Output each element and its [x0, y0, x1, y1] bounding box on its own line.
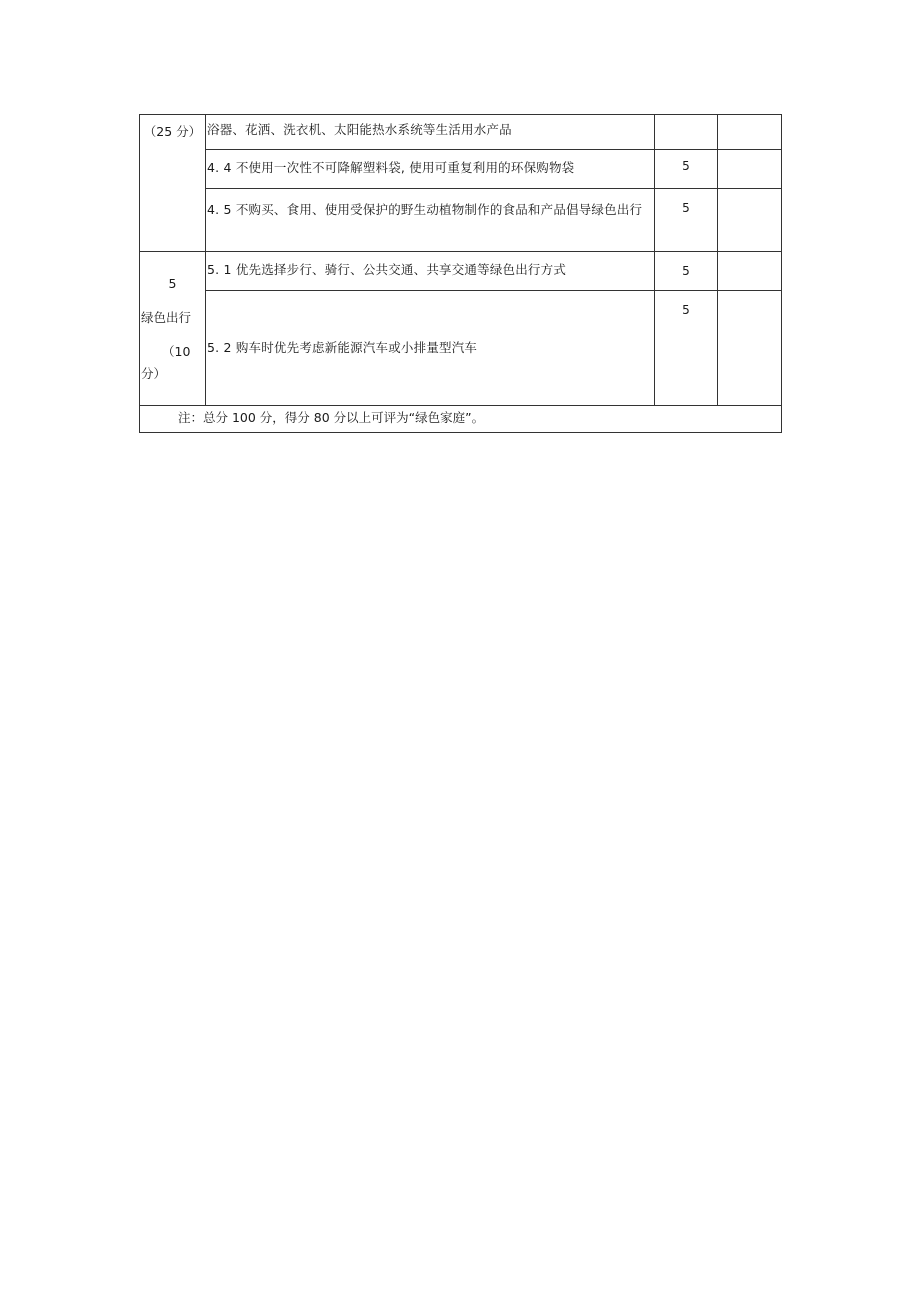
score-value: 5 — [682, 303, 690, 317]
item-cell — [206, 189, 655, 252]
item-cell — [206, 252, 655, 291]
category-cell-5 — [140, 252, 206, 406]
table-row — [140, 189, 782, 252]
actual-score-cell — [718, 291, 782, 406]
category-name: 绿色出行 — [141, 310, 192, 325]
score-table — [139, 114, 782, 433]
score-cell — [655, 252, 718, 291]
actual-score-value — [718, 189, 781, 198]
score-cell — [655, 291, 718, 406]
table-row — [140, 115, 782, 150]
category-points: （25 分） — [143, 124, 202, 139]
actual-score-value — [718, 252, 781, 261]
category-number: 5 — [168, 276, 177, 291]
item-text: 浴器、花洒、洗衣机、太阳能热水系统等生活用水产品 — [207, 122, 512, 137]
actual-score-cell — [718, 150, 782, 189]
item-cell — [206, 150, 655, 189]
table-row — [140, 150, 782, 189]
actual-score-cell — [718, 252, 782, 291]
score-value: 5 — [682, 159, 690, 173]
score-value: 5 — [682, 264, 690, 278]
table-note: 注：总分 100 分，得分 80 分以上可评为“绿色家庭”。 — [178, 410, 485, 425]
table-row — [140, 252, 782, 291]
actual-score-value — [718, 150, 781, 159]
actual-score-value — [718, 115, 781, 124]
category-points: （10 — [162, 344, 191, 359]
category-cell-4 — [140, 115, 206, 252]
item-text: 4. 4 不使用一次性不可降解塑料袋, 使用可重复利用的环保购物袋 — [207, 160, 575, 175]
item-text: 5. 1 优先选择步行、骑行、公共交通、共享交通等绿色出行方式 — [207, 262, 567, 277]
actual-score-cell — [718, 189, 782, 252]
score-value: 5 — [682, 201, 690, 215]
item-cell — [206, 115, 655, 150]
score-value — [655, 115, 717, 124]
item-text: 5. 2 购车时优先考虑新能源汽车或小排量型汽车 — [207, 340, 478, 355]
score-cell — [655, 189, 718, 252]
item-cell — [206, 291, 655, 406]
actual-score-value — [718, 291, 781, 300]
table-row — [140, 406, 782, 433]
table-row — [140, 291, 782, 406]
score-cell — [655, 115, 718, 150]
item-text: 4. 5 不购买、食用、使用受保护的野生动植物制作的食品和产品倡导绿色出行 — [207, 202, 643, 217]
score-cell — [655, 150, 718, 189]
actual-score-cell — [718, 115, 782, 150]
note-cell — [140, 406, 782, 433]
category-points-unit: 分） — [141, 366, 167, 381]
